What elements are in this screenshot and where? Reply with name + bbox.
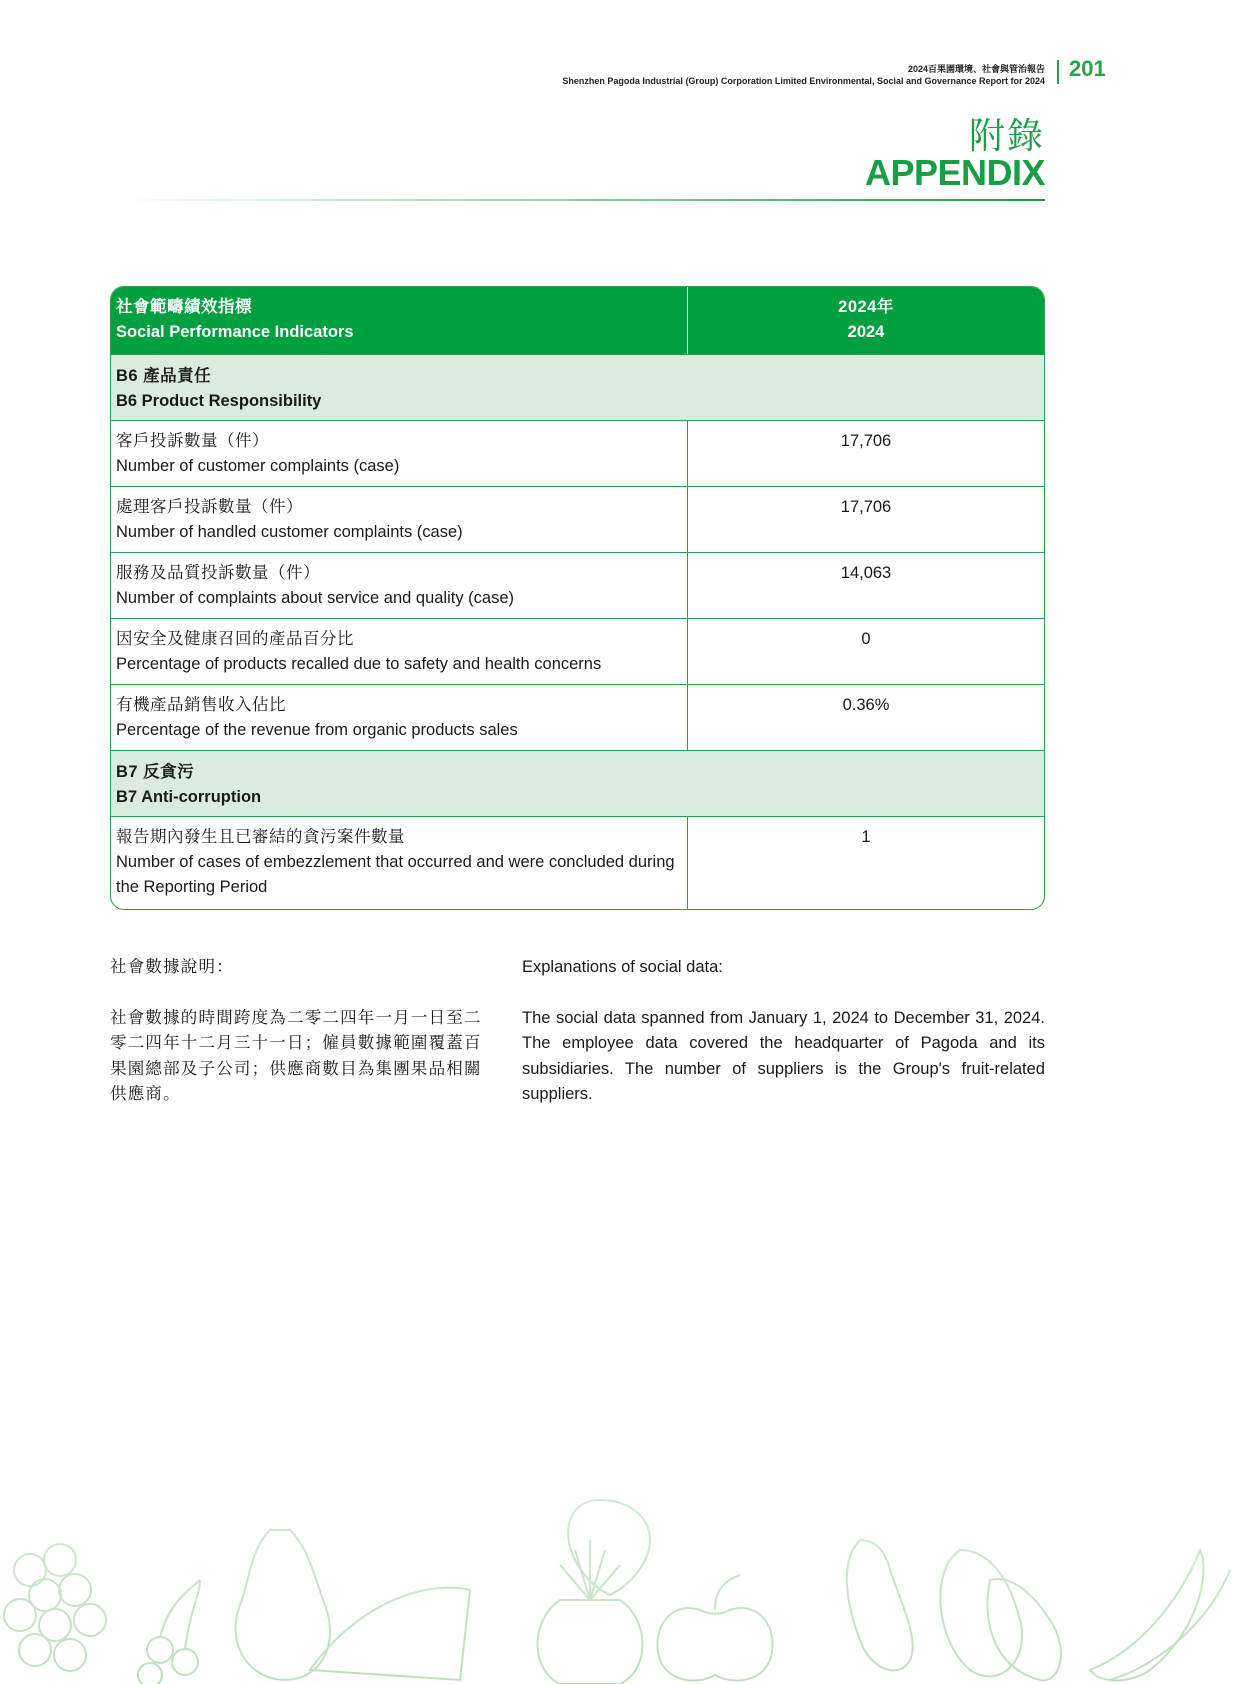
indicator-label-en: Number of cases of embezzlement that occurred and were concluded during the Reporting Period xyxy=(116,853,675,896)
indicator-header-en: Social Performance Indicators xyxy=(116,323,354,341)
indicator-value: 17,706 xyxy=(840,498,892,516)
indicator-value: 0 xyxy=(861,630,871,648)
indicator-value: 17,706 xyxy=(840,432,892,450)
indicator-value: 0.36% xyxy=(842,696,890,714)
section-row-b7 xyxy=(111,750,1044,816)
indicator-header-zh: 社會範疇績效指標 xyxy=(116,298,252,316)
section-b7-zh: B7 反貪污 xyxy=(116,763,195,781)
report-title-en: Shenzhen Pagoda Industrial (Group) Corporation Limited Environmental, Social and Governance Report for 2024 xyxy=(562,76,1045,86)
table-row xyxy=(111,618,1044,684)
table-row xyxy=(111,684,1044,750)
table-row xyxy=(111,816,1044,909)
year-header-en: 2024 xyxy=(847,323,885,341)
year-column-header xyxy=(688,287,1044,354)
section-row-b6 xyxy=(111,354,1044,420)
report-title-zh: 2024百果園環境、社會與管治報告 xyxy=(907,64,1045,74)
title-rule xyxy=(118,199,1045,201)
page-number: 201 xyxy=(1069,56,1106,81)
page-title-zh: 附錄 xyxy=(968,115,1045,156)
indicator-column-header xyxy=(111,287,688,354)
notes-en-heading: Explanations of social data: xyxy=(522,958,723,976)
table-header-row xyxy=(111,287,1044,354)
table-row xyxy=(111,552,1044,618)
social-performance-table xyxy=(110,286,1045,910)
indicator-label-en: Number of complaints about service and quality (case) xyxy=(116,589,515,607)
section-b6-zh: B6 產品責任 xyxy=(116,367,212,385)
table-row xyxy=(111,486,1044,552)
page-title-en: APPENDIX xyxy=(864,152,1045,193)
notes-en xyxy=(522,955,1045,1133)
notes-zh-body: 社會數據的時間跨度為二零二四年一月一日至二零二四年十二月三十一日；僱員數據範圍覆蓋百果園總部及子公司；供應商數目為集團果品相關供應商。 xyxy=(110,1008,482,1103)
notes-zh xyxy=(110,955,498,1133)
indicator-label-zh: 處理客戶投訴數量（件） xyxy=(116,498,303,516)
indicator-label-zh: 客戶投訴數量（件） xyxy=(116,432,269,450)
indicator-label-en: Percentage of the revenue from organic products sales xyxy=(116,721,518,739)
header-divider xyxy=(1057,60,1059,84)
indicator-label-zh: 有機產品銷售收入佔比 xyxy=(116,696,286,714)
notes-zh-heading: 社會數據說明： xyxy=(110,958,234,976)
indicator-value: 14,063 xyxy=(840,564,892,582)
indicator-label-zh: 因安全及健康召回的產品百分比 xyxy=(116,630,354,648)
indicator-label-en: Number of customer complaints (case) xyxy=(116,457,400,475)
section-b7-en: B7 Anti-corruption xyxy=(116,788,262,806)
indicator-label-en: Percentage of products recalled due to safety and health concerns xyxy=(116,655,602,673)
notes-en-body: The social data spanned from January 1, 2024 to December 31, 2024. The employee data covered the headquarter of Pagoda and its subsidiaries. The number of suppliers is the Group's fruit-related suppliers. xyxy=(522,1008,1045,1103)
indicator-label-zh: 報告期內發生且已審結的貪污案件數量 xyxy=(116,828,405,846)
table-row xyxy=(111,420,1044,486)
indicator-label-en: Number of handled customer complaints (case) xyxy=(116,523,463,541)
indicator-value: 1 xyxy=(861,828,871,846)
year-header-zh: 2024年 xyxy=(838,298,894,316)
indicator-label-zh: 服務及品質投訴數量（件） xyxy=(116,564,320,582)
fruit-illustration-decoration xyxy=(0,1400,1241,1684)
section-b6-en: B6 Product Responsibility xyxy=(116,392,322,410)
